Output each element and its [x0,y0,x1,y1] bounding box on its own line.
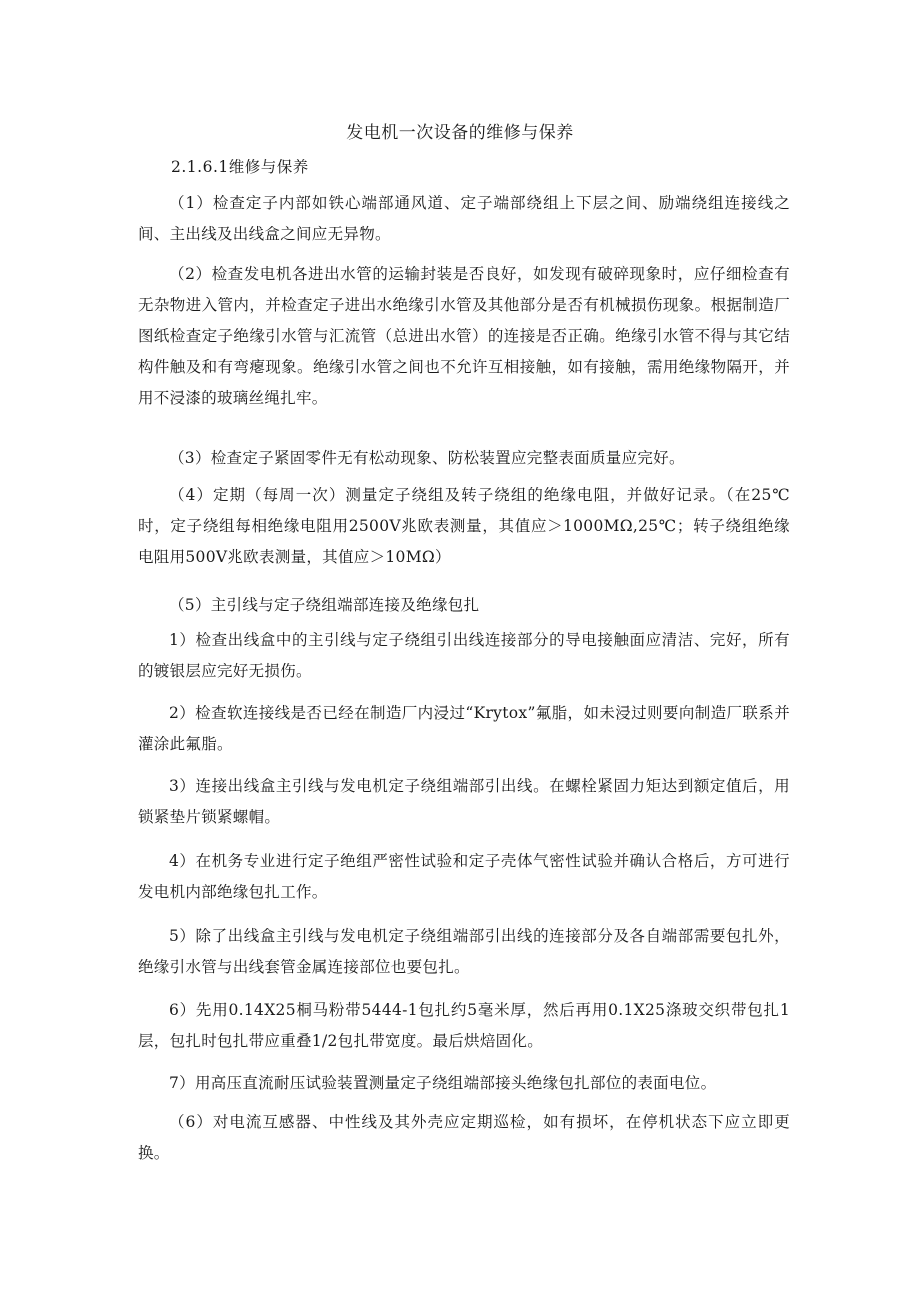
paragraph-3: （3）检查定子紧固零件无有松动现象、防松装置应完整表面质量应完好。 [169,449,685,467]
paragraph-2: （2）检查发电机各进出水管的运输封装是否良好，如发现有破碎现象时，应仔细检查有无杂物进入管内，并检查定子进出水绝缘引水管及其他部分是否有机械损伤现象。根据制造厂图纸检查定子绝缘引水管与汇流管（总进出水管）的连接是否正确。绝缘引水管不得与其它结构件触及和有弯瘪现象。绝缘引水管之间也不允许互相接触，如有接触，需用绝缘物隔开，并用不浸漆的玻璃丝绳扎牢。 [138,265,790,407]
document-title: 发电机一次设备的维修与保养 [346,123,574,143]
paragraph-8: 3）连接出线盒主引线与发电机定子绕组端部引出线。在螺栓紧固力矩达到额定值后，用锁紧垫片锁紧螺帽。 [138,777,790,826]
paragraph-11: 6）先用0.14X25桐马粉带5444-1包扎约5毫米厚，然后再用0.1X25涤玻交织带包扎1层，包扎时包扎带应重叠1/2包扎带宽度。最后烘焙固化。 [138,1001,790,1050]
paragraph-7: 2）检查软连接线是否已经在制造厂内浸过“Krytox”氟脂，如未浸过则要向制造厂联系并灌涂此氟脂。 [138,704,790,753]
paragraph-10: 5）除了出线盒主引线与发电机定子绕组端部引出线的连接部分及各自端部需要包扎外，绝缘引水管与出线套管金属连接部位也要包扎。 [138,927,790,976]
paragraph-1: （1）检查定子内部如铁心端部通风道、定子端部绕组上下层之间、励端绕组连接线之间、主出线及出线盒之间应无异物。 [138,194,790,243]
paragraph-6: 1）检查出线盒中的主引线与定子绕组引出线连接部分的导电接触面应清洁、完好，所有的镀银层应完好无损伤。 [138,631,790,680]
paragraph-4: （4）定期（每周一次）测量定子绕组及转子绕组的绝缘电阻，并做好记录。（在25℃时，定子绕组每相绝缘电阻用2500V兆欧表测量，其值应＞1000MΩ,25℃；转子绕组绝缘电阻用500V兆欧表测量，其值应＞10MΩ） [138,486,790,566]
paragraph-13: （6）对电流互感器、中性线及其外壳应定期巡检，如有损坏，在停机状态下应立即更换。 [138,1113,790,1162]
section-heading: 2.1.6.1维修与保养 [171,158,309,176]
paragraph-5: （5）主引线与定子绕组端部连接及绝缘包扎 [169,596,480,614]
paragraph-12: 7）用高压直流耐压试验装置测量定子绕组端部接头绝缘包扎部位的表面电位。 [169,1074,717,1092]
paragraph-9: 4）在机务专业进行定子绝组严密性试验和定子壳体气密性试验并确认合格后，方可进行发电机内部绝缘包扎工作。 [138,852,790,901]
